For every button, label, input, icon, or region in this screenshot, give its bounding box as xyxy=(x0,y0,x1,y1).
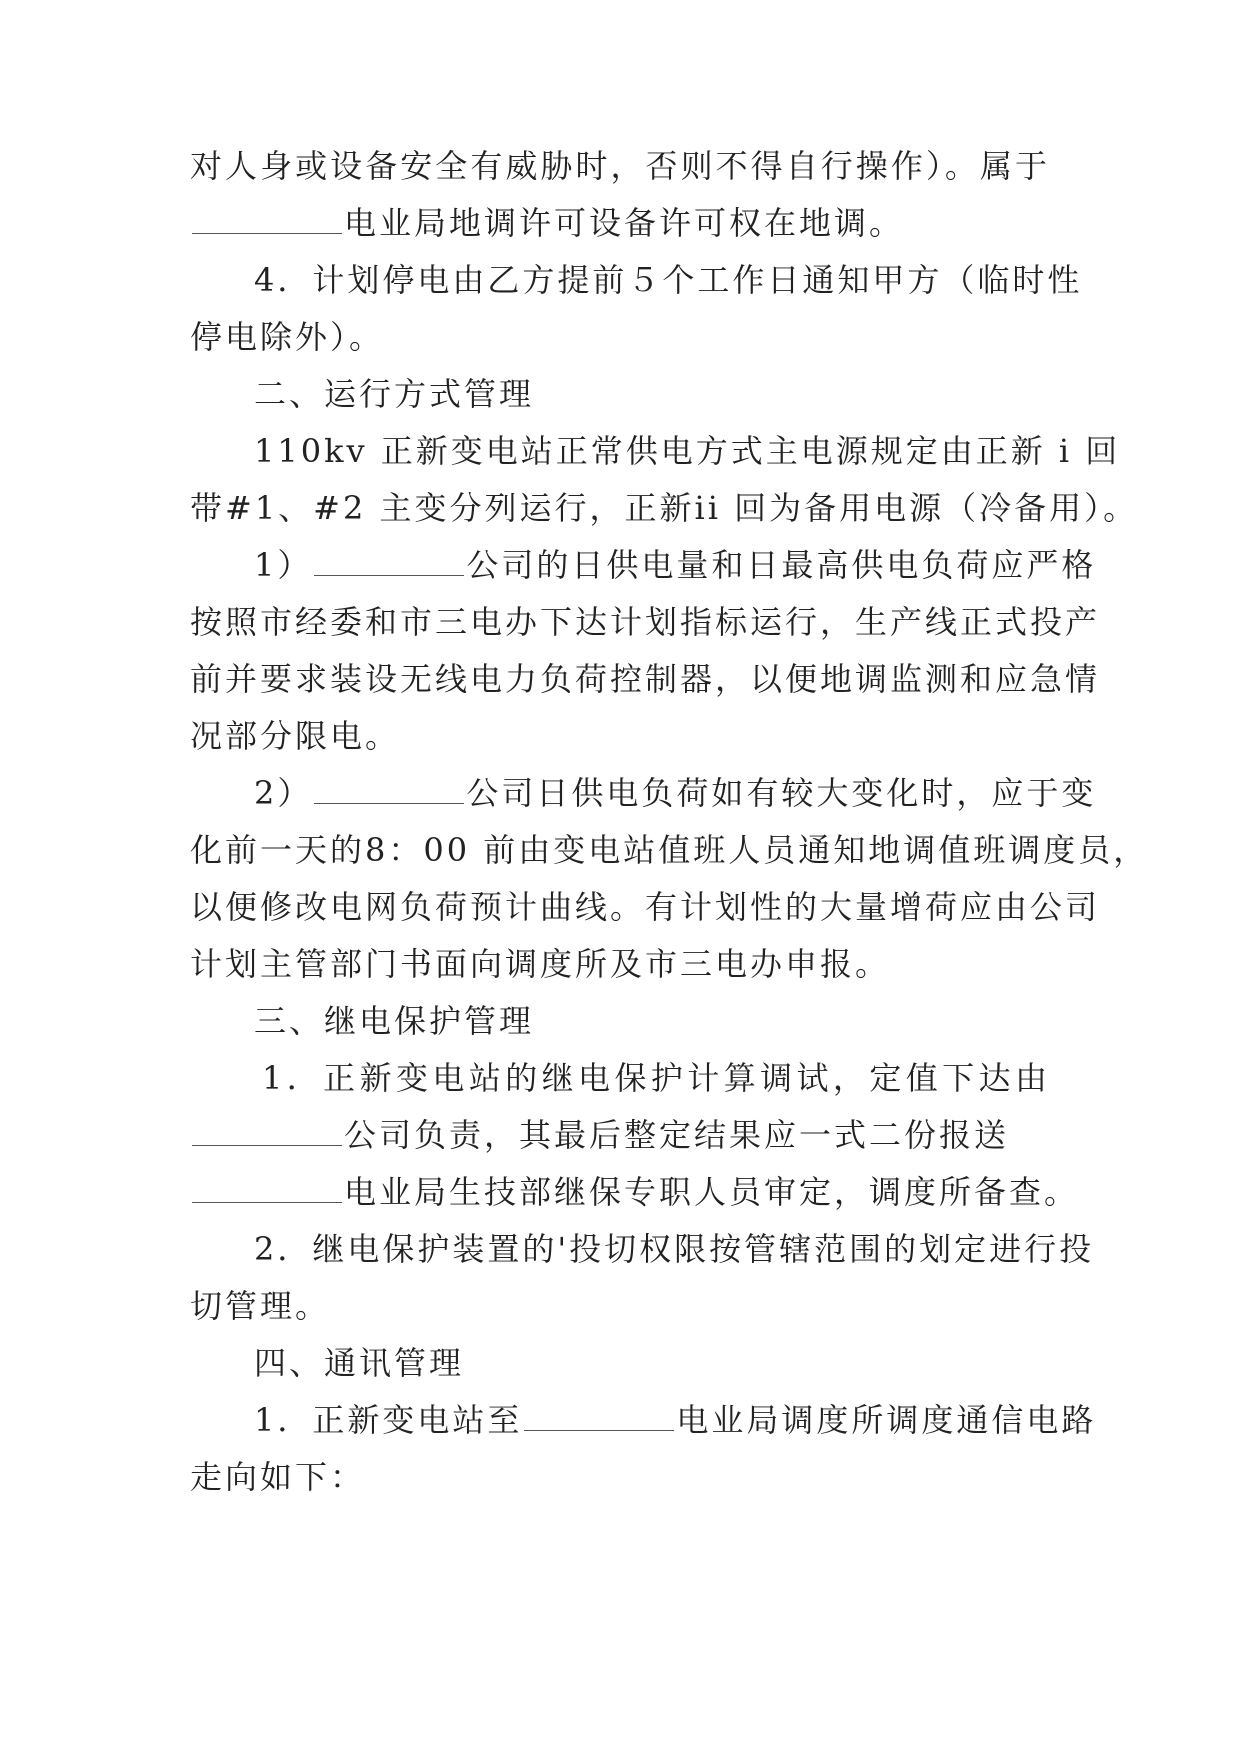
text-span: 公司负责，其最后整定结果应一式二份报送 xyxy=(344,1116,1010,1154)
text-span: 停电除外）。 xyxy=(190,318,385,356)
text-span: 走向如下： xyxy=(190,1458,366,1496)
text-span: 110kv 正新变电站正常供电方式主电源规定由正新 i 回 xyxy=(254,432,1121,470)
text-span: 公司日供电负荷如有较大变化时，应于变 xyxy=(466,774,1097,812)
text-span: 电业局生技部继保专职人员审定，调度所备查。 xyxy=(344,1173,1080,1211)
text-line-15 xyxy=(190,942,1050,986)
text-span: 四、通讯管理 xyxy=(254,1344,465,1382)
text-line-24 xyxy=(190,1455,1050,1499)
text-span: 以便修改电网负荷预计曲线。有计划性的大量增荷应由公司 xyxy=(190,888,1101,926)
fill-in-blank xyxy=(192,1115,342,1146)
text-line-6 xyxy=(254,429,1121,473)
text-line-21 xyxy=(190,1284,1050,1328)
text-span: 况部分限电。 xyxy=(190,717,401,755)
text-span: 带#1、#2 主变分列运行，正新ii 回为备用电源（冷备用）。 xyxy=(190,489,1139,527)
text-line-20 xyxy=(254,1227,1095,1271)
section-heading-3 xyxy=(254,999,1050,1043)
text-span: 前并要求装设无线电力负荷控制器，以便地调监测和应急情 xyxy=(190,660,1101,698)
text-line-12 xyxy=(254,771,1097,815)
fill-in-blank xyxy=(314,773,464,804)
text-line-11 xyxy=(190,714,1050,758)
text-span: 对人身或设备安全有威胁时，否则不得自行操作）。属于 xyxy=(190,147,1050,185)
text-span: 化前一天的8：00 前由变电站值班人员通知地调值班调度员， xyxy=(190,831,1149,869)
text-line-1 xyxy=(190,144,1050,188)
text-span: 2） xyxy=(254,774,313,812)
text-line-17 xyxy=(262,1056,1050,1100)
text-line-18 xyxy=(190,1113,1050,1157)
text-span: 三、继电保护管理 xyxy=(254,1002,535,1040)
text-line-4 xyxy=(190,315,1050,359)
text-span: 1） xyxy=(254,546,313,584)
fill-in-blank xyxy=(192,203,342,234)
text-line-9 xyxy=(190,600,1101,644)
text-line-23 xyxy=(254,1398,1097,1442)
text-line-7 xyxy=(190,486,1139,530)
text-span: 电业局地调许可设备许可权在地调。 xyxy=(344,204,905,242)
section-heading-4 xyxy=(254,1341,1050,1385)
text-line-8 xyxy=(254,543,1097,587)
text-line-3 xyxy=(254,258,1083,302)
text-span: 电业局调度所调度通信电路 xyxy=(676,1401,1097,1439)
fill-in-blank xyxy=(524,1400,674,1431)
text-span: 二、运行方式管理 xyxy=(254,375,535,413)
section-heading-2 xyxy=(254,372,1050,416)
text-line-19 xyxy=(190,1170,1080,1214)
text-line-10 xyxy=(190,657,1101,701)
text-span: 1．正新变电站的继电保护计算调试，定值下达由 xyxy=(262,1059,1050,1097)
text-span: 计划主管部门书面向调度所及市三电办申报。 xyxy=(190,945,891,983)
text-span: 公司的日供电量和日最高供电负荷应严格 xyxy=(466,546,1097,584)
text-line-13 xyxy=(190,828,1149,872)
text-span: 切管理。 xyxy=(190,1287,331,1325)
text-line-14 xyxy=(190,885,1101,929)
text-span: 按照市经委和市三电办下达计划指标运行，生产线正式投产 xyxy=(190,603,1101,641)
fill-in-blank xyxy=(192,1172,342,1203)
text-span: 2．继电保护装置的'投切权限按管辖范围的划定进行投 xyxy=(254,1230,1095,1268)
text-line-2 xyxy=(190,201,1050,245)
text-span: 4．计划停电由乙方提前５个工作日通知甲方（临时性 xyxy=(254,261,1083,299)
text-span: 1．正新变电站至 xyxy=(254,1401,523,1439)
fill-in-blank xyxy=(314,545,464,576)
